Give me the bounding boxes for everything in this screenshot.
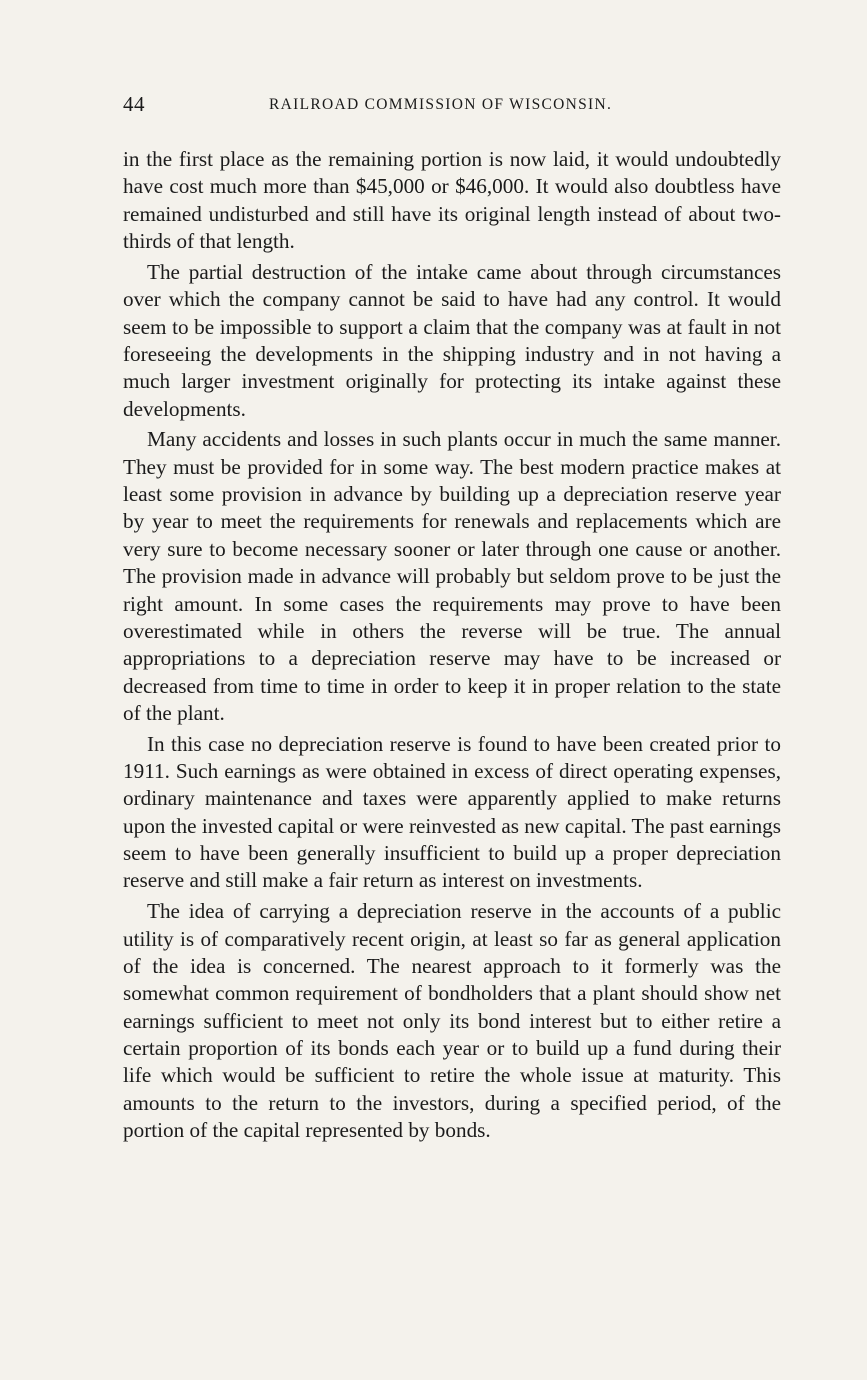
paragraph: Many accidents and losses in such plants occur in much the same manner. They must be provided for in some way. The best modern practice makes at least some provision in advance by building up a depreciation reserve year by year to meet the requirements for renewals and replacements which are very sure to become necessary sooner or later through one cause or another. The provision made in advance will probably but seldom prove to be just the right amount. In some cases the requirements may prove to have been overestimated while in others the reverse will be true. The annual appropriations to a depreciation reserve may have to be increased or decreased from time to time in order to keep it in proper relation to the state of the plant. (123, 427, 781, 725)
paragraph: The idea of carrying a depreciation reserve in the accounts of a public utility is of comparatively recent origin, at least so far as general application of the idea is concerned. The nearest approach to it formerly was the somewhat common requirement of bondholders that a plant should show net earnings sufficient to meet not only its bond interest but to either retire a certain proportion of its bonds each year or to build up a fund during their life which would be sufficient to retire the whole issue at maturity. This amounts to the return to the investors, during a specified period, of the portion of the capital represented by bonds. (123, 899, 781, 1143)
page-header (123, 92, 781, 120)
paragraph: The partial destruction of the intake came about through circumstances over which the company cannot be said to have had any control. It would seem to be impossible to support a claim that the company was at fault in not foreseeing the developments in the shipping industry and in not having a much larger investment originally for protecting its intake against these developments. (123, 259, 781, 421)
body-text (123, 146, 781, 1148)
page-number: 44 (123, 92, 145, 116)
paragraph: In this case no depreciation reserve is found to have been created prior to 1911. Such earnings as were obtained in excess of direct operating expenses, ordinary maintenance and taxes were apparently applied to make returns upon the invested capital or were reinvested as new capital. The past earnings seem to have been generally insufficient to build up a proper depreciation reserve and still make a fair return as interest on investments. (123, 731, 781, 893)
paragraph: in the first place as the remaining portion is now laid, it would undoubtedly have cost much more than $45,000 or $46,000. It would also doubtless have remained undisturbed and still have its original length instead of about two-thirds of that length. (123, 147, 781, 254)
running-head: RAILROAD COMMISSION OF WISCONSIN. (269, 96, 613, 113)
